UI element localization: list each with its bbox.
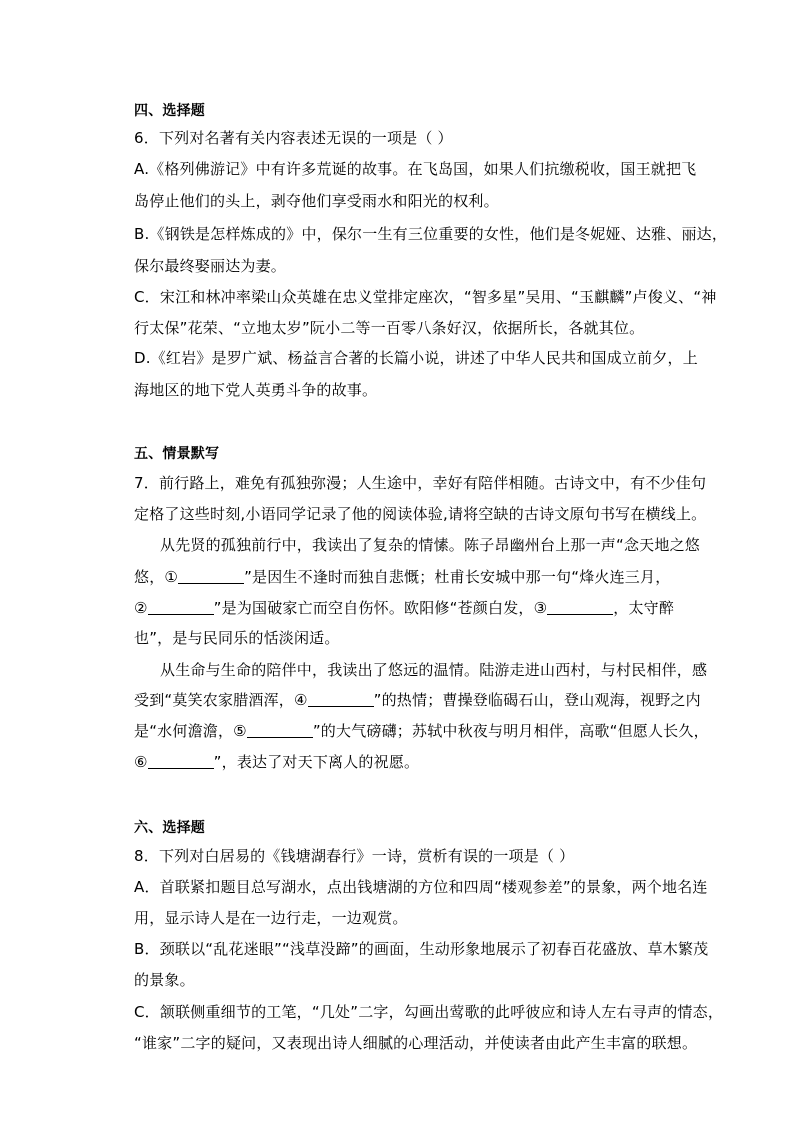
passage1-line4: 也”，是与民同乐的恬淡闲适。 <box>134 629 340 647</box>
section-5-heading: 五、情景默写 <box>134 446 220 462</box>
q6-option-d-line1: D.《红岩》是罗广斌、杨益言合著的长篇小说，讲述了中华人民共和国成立前夕，上 <box>134 349 698 367</box>
passage2-line4-text: ”，表达了对天下离人的祝愿。 <box>213 753 420 771</box>
passage1-line2-text: 悠， <box>134 568 165 586</box>
q8-option-a-line1: A．首联紧扣题目总写湖水，点出钱塘湖的方位和四周“楼观参差”的景象，两个地名连 <box>134 878 708 896</box>
section-4-heading: 四、选择题 <box>134 103 205 119</box>
q8-option-c-line2: “谁家”二字的疑问，又表现出诗人细腻的心理活动，并使读者由此产生丰富的联想。 <box>134 1034 698 1052</box>
q8-option-b-line2: 的景象。 <box>134 971 195 989</box>
passage1-line3 <box>134 598 674 618</box>
passage1-line2-rest: ”是因生不逢时而独自悲慨；杜甫长安城中那一句“烽火连三月， <box>244 568 671 586</box>
q6-option-b-line1: B.《钢铁是怎样炼成的》中，保尔一生有三位重要的女性，他们是冬妮娅、达雅、丽达， <box>134 225 728 243</box>
q6-option-a-line1: A.《格列佛游记》中有许多荒诞的故事。在飞岛国，如果人们抗缴税收，国王就把飞 <box>134 160 697 178</box>
passage2-line3-rest: ”的大气磅礴；苏轼中秋夜与明月相伴，高歌“但愿人长久， <box>312 722 709 740</box>
question-8: 8．下列对白居易的《钱塘湖春行》一诗，赏析有误的一项是（ ） <box>134 847 575 865</box>
q8-option-b-line1: B．颈联以“乱花迷眼”“浅草没蹄”的画面，生动形象地展示了初春百花盛放、草木繁茂 <box>134 940 709 958</box>
blank-number-2: ② <box>134 599 148 617</box>
passage1-line3-text: ”是为国破家亡而空自伤怀。欧阳修“苍颜白发， <box>213 599 534 617</box>
blank-1[interactable] <box>178 568 244 584</box>
blank-number-1: ① <box>164 568 179 586</box>
passage2-line2-text: 受到“莫笑农家腊酒浑， <box>134 691 294 709</box>
blank-2[interactable] <box>148 599 214 615</box>
passage2-line4 <box>134 752 419 772</box>
passage2-line1: 从生命与生命的陪伴中，我读出了悠远的温情。陆游走进山西村，与村民相伴，感 <box>160 661 708 679</box>
passage2-line3 <box>134 721 709 741</box>
section-6-heading: 六、选择题 <box>134 820 205 836</box>
blank-5[interactable] <box>247 722 313 738</box>
blank-number-5: ⑤ <box>233 722 247 740</box>
question-7-line2: 定格了这些时刻,小语同学记录了他的阅读体验,请将空缺的古诗文原句书写在横线上。 <box>134 505 707 523</box>
passage1-line2 <box>134 567 670 587</box>
q6-option-a-line2: 岛停止他们的头上，剥夺他们享受雨水和阳光的权利。 <box>134 192 499 210</box>
passage2-line3-text: 是“水何澹澹， <box>134 722 234 740</box>
q6-option-c-line2: 行太保”花荣、“立地太岁”阮小二等一百零八条好汉，依据所长，各就其位。 <box>134 319 645 337</box>
q8-option-a-line2: 用，显示诗人是在一边行走，一边观赏。 <box>134 909 408 927</box>
passage2-line2 <box>134 690 701 710</box>
blank-3[interactable] <box>547 599 613 615</box>
question-7-line1: 7．前行路上，难免有孤独弥漫；人生途中，幸好有陪伴相随。古诗文中，有不少佳句 <box>134 474 707 492</box>
blank-number-4: ④ <box>293 691 308 709</box>
q6-option-b-line2: 保尔最终娶丽达为妻。 <box>134 257 287 275</box>
passage2-line2-rest: ”的热情；曹操登临碣石山，登山观海，视野之内 <box>373 691 701 709</box>
blank-6[interactable] <box>148 753 214 769</box>
passage1-line1: 从先贤的孤独前行中，我读出了复杂的情愫。陈子昂幽州台上那一声“念天地之悠 <box>160 536 700 554</box>
q8-option-c-line1: C．颔联侧重细节的工笔，“几处”二字，勾画出莺歌的此呼彼应和诗人左右寻声的情态， <box>134 1003 724 1021</box>
question-6: 6．下列对名著有关内容表述无误的一项是（ ） <box>134 129 453 147</box>
q6-option-c-line1: C．宋江和林冲率梁山众英雄在忠义堂排定座次，“智多星”吴用、“玉麒麟”卢俊义、“神 <box>134 288 717 306</box>
q6-option-d-line2: 海地区的地下党人英勇斗争的故事。 <box>134 381 378 399</box>
blank-number-3: ③ <box>533 599 548 617</box>
blank-number-6: ⑥ <box>134 753 148 771</box>
passage1-line3-rest: ，太守醉 <box>613 599 675 617</box>
blank-4[interactable] <box>308 691 374 707</box>
